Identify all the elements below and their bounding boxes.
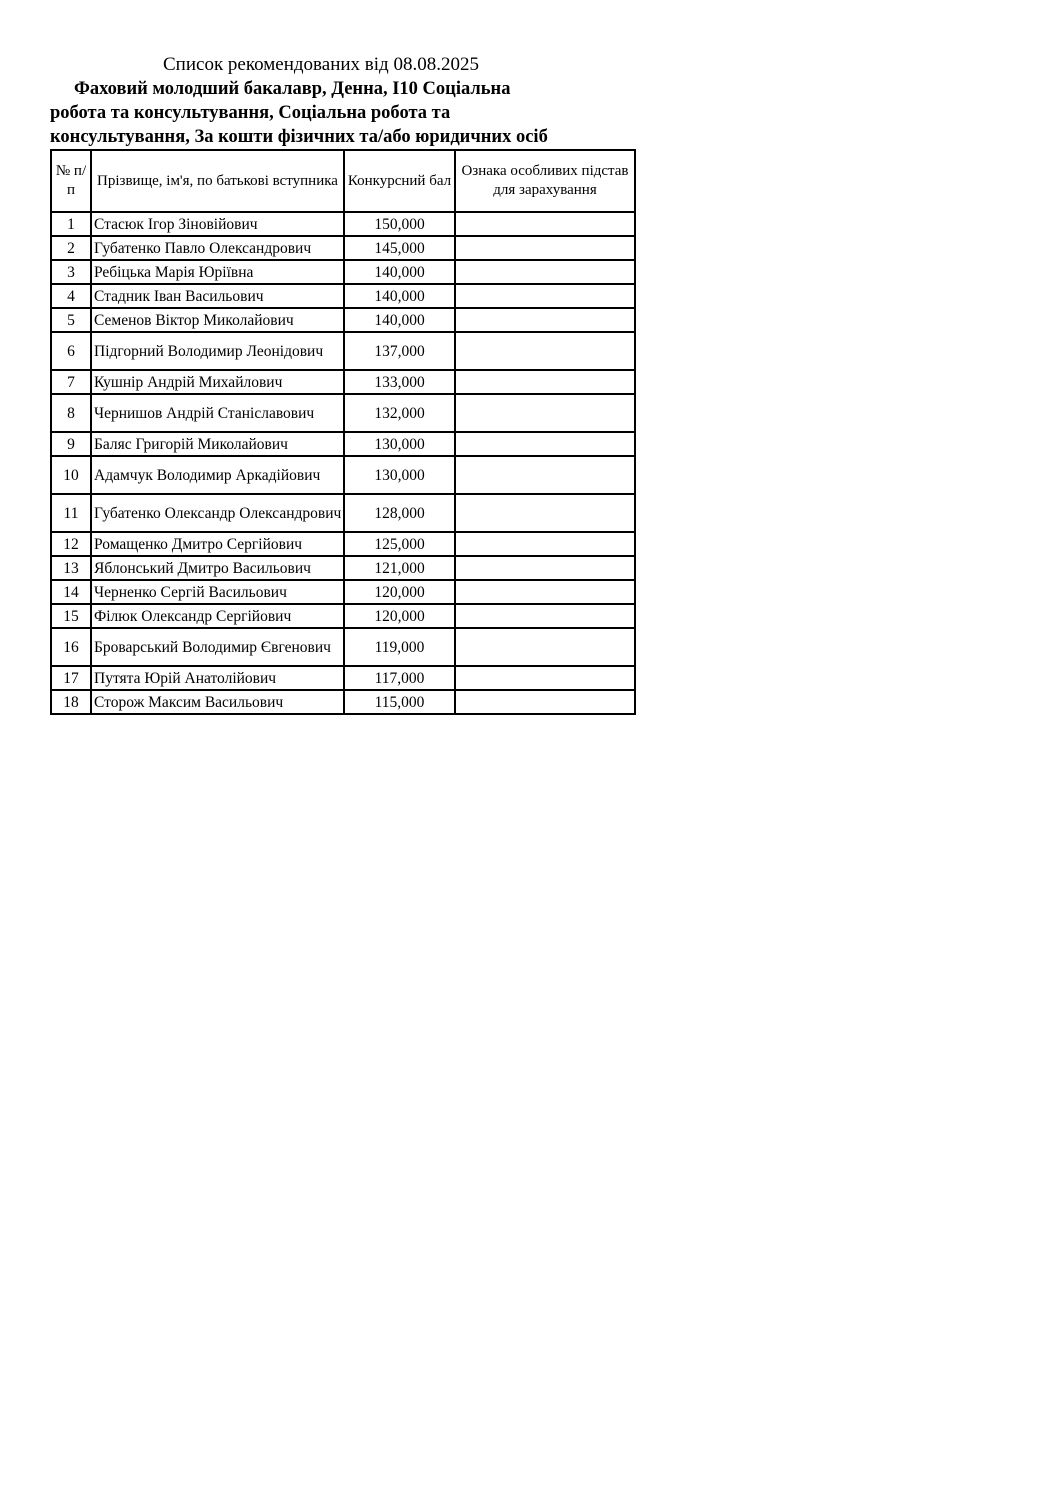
row-number: 5	[51, 308, 91, 332]
table-row	[51, 432, 635, 456]
special-grounds	[455, 370, 635, 394]
row-number: 9	[51, 432, 91, 456]
document-title: Список рекомендованих від 08.08.2025	[163, 54, 479, 75]
applicant-name: Чернишов Андрій Станіславович	[91, 394, 344, 432]
applicant-name: Путята Юрій Анатолійович	[91, 666, 344, 690]
competition-score: 132,000	[344, 394, 455, 432]
competition-score: 128,000	[344, 494, 455, 532]
row-number: 17	[51, 666, 91, 690]
competition-score: 125,000	[344, 532, 455, 556]
special-grounds	[455, 494, 635, 532]
applicant-name: Ребіцька Марія Юріївна	[91, 260, 344, 284]
row-number: 18	[51, 690, 91, 714]
applicant-name: Черненко Сергій Васильович	[91, 580, 344, 604]
row-number: 4	[51, 284, 91, 308]
competition-score: 140,000	[344, 308, 455, 332]
competition-score: 121,000	[344, 556, 455, 580]
row-number: 14	[51, 580, 91, 604]
competition-score: 130,000	[344, 432, 455, 456]
row-number: 11	[51, 494, 91, 532]
applicant-name: Баляс Григорій Миколайович	[91, 432, 344, 456]
special-grounds	[455, 556, 635, 580]
applicants-table	[50, 149, 636, 715]
competition-score: 117,000	[344, 666, 455, 690]
applicant-name: Ромащенко Дмитро Сергійович	[91, 532, 344, 556]
table-row	[51, 628, 635, 666]
applicant-name: Сторож Максим Васильович	[91, 690, 344, 714]
special-grounds	[455, 690, 635, 714]
special-grounds	[455, 332, 635, 370]
row-number: 12	[51, 532, 91, 556]
table-row	[51, 284, 635, 308]
subtitle-line-1: Фаховий молодший бакалавр, Денна, I10 Соціальна	[74, 79, 511, 99]
special-grounds	[455, 236, 635, 260]
table-header-row	[51, 150, 635, 212]
applicant-name: Підгорний Володимир Леонідович	[91, 332, 344, 370]
subtitle-line-2: робота та консультування, Соціальна робота та	[50, 103, 451, 123]
applicant-name: Броварський Володимир Євгенович	[91, 628, 344, 666]
table-row	[51, 394, 635, 432]
applicant-name: Семенов Віктор Миколайович	[91, 308, 344, 332]
competition-score: 130,000	[344, 456, 455, 494]
row-number: 15	[51, 604, 91, 628]
header-score: Конкурсний бал	[344, 150, 455, 212]
special-grounds	[455, 604, 635, 628]
special-grounds	[455, 394, 635, 432]
table-row	[51, 494, 635, 532]
row-number: 16	[51, 628, 91, 666]
table-row	[51, 532, 635, 556]
table-row	[51, 308, 635, 332]
table-body	[51, 212, 635, 714]
competition-score: 140,000	[344, 260, 455, 284]
document-subtitle	[50, 77, 640, 149]
subtitle-line-3: консультування, За кошти фізичних та/або юридичних осіб	[50, 127, 548, 147]
applicant-name: Яблонський Дмитро Васильович	[91, 556, 344, 580]
row-number: 6	[51, 332, 91, 370]
table-row	[51, 212, 635, 236]
table-row	[51, 666, 635, 690]
special-grounds	[455, 284, 635, 308]
special-grounds	[455, 628, 635, 666]
competition-score: 120,000	[344, 604, 455, 628]
table-row	[51, 236, 635, 260]
header-name: Прізвище, ім'я, по батькові вступника	[91, 150, 344, 212]
applicant-name: Губатенко Олександр Олександрович	[91, 494, 344, 532]
special-grounds	[455, 456, 635, 494]
row-number: 7	[51, 370, 91, 394]
table-row	[51, 370, 635, 394]
table-row	[51, 580, 635, 604]
applicant-name: Філюк Олександр Сергійович	[91, 604, 344, 628]
row-number: 8	[51, 394, 91, 432]
row-number: 1	[51, 212, 91, 236]
header-special: Ознака особливих підстав для зарахування	[455, 150, 635, 212]
table-row	[51, 556, 635, 580]
special-grounds	[455, 432, 635, 456]
special-grounds	[455, 580, 635, 604]
row-number: 13	[51, 556, 91, 580]
table-row	[51, 604, 635, 628]
competition-score: 119,000	[344, 628, 455, 666]
competition-score: 120,000	[344, 580, 455, 604]
applicant-name: Кушнір Андрій Михайлович	[91, 370, 344, 394]
competition-score: 145,000	[344, 236, 455, 260]
special-grounds	[455, 532, 635, 556]
applicant-name: Стасюк Ігор Зіновійович	[91, 212, 344, 236]
special-grounds	[455, 212, 635, 236]
special-grounds	[455, 260, 635, 284]
competition-score: 115,000	[344, 690, 455, 714]
row-number: 10	[51, 456, 91, 494]
table-row	[51, 456, 635, 494]
special-grounds	[455, 308, 635, 332]
competition-score: 137,000	[344, 332, 455, 370]
special-grounds	[455, 666, 635, 690]
row-number: 2	[51, 236, 91, 260]
row-number: 3	[51, 260, 91, 284]
applicant-name: Губатенко Павло Олександрович	[91, 236, 344, 260]
applicant-name: Адамчук Володимир Аркадійович	[91, 456, 344, 494]
applicant-name: Стадник Іван Васильович	[91, 284, 344, 308]
table-row	[51, 260, 635, 284]
competition-score: 150,000	[344, 212, 455, 236]
table-row	[51, 332, 635, 370]
competition-score: 133,000	[344, 370, 455, 394]
header-num: № п/п	[51, 150, 91, 212]
table-row	[51, 690, 635, 714]
competition-score: 140,000	[344, 284, 455, 308]
